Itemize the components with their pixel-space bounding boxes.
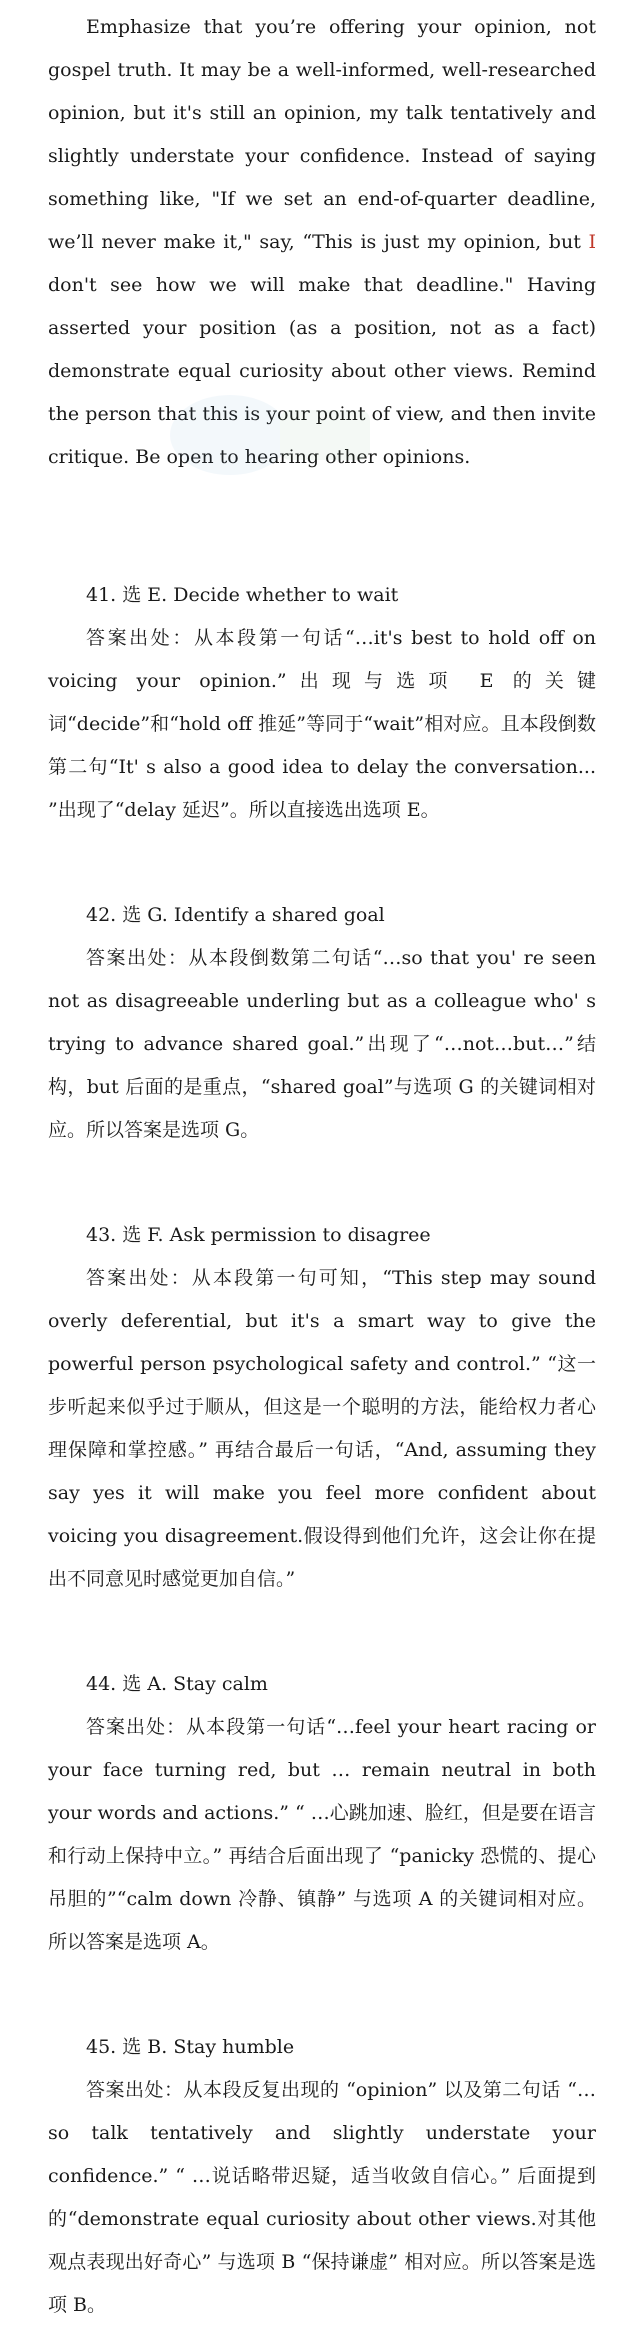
section-heading: 42. 选 G. Identify a shared goal [86,904,385,926]
section-heading: 41. 选 E. Decide whether to wait [86,584,399,606]
answer-section-41 [48,574,596,832]
intro-paragraph [48,6,596,479]
section-body: 答案出处：从本段第一句话“…it's best to hold off on voicing your opinion.”出现与选项 E 的关键词“decide”和“hold off 推延”等同于“wait”相对应。且本段倒数第二句“It' s also a good idea to delay the conversation... ”出现了“delay 延迟”。所以直接选出选项 E。 [48,627,596,821]
answer-section-42 [48,894,596,1152]
section-body: 答案出处：从本段反复出现的 “opinion” 以及第二句话 “…so talk tentatively and slightly understate your confidence.” “ …说话略带迟疑，适当收敛自信心。” 后面提到的“demonstrate equal curiosity about other views.对其他观点表现出好奇心” 与选项 B “保持谦虚” 相对应。所以答案是选项 B。 [48,2079,596,2316]
answer-section-45 [48,2026,596,2327]
answer-section-43 [48,1214,596,1601]
intro-text-part2: don't see how we will make that deadline." Having asserted your position (as a position, not as a fact) demonstrate equal curiosity about other views. Remind the person that this is your point of view, and then invite critique. Be open to hearing other opinions. [48,274,596,468]
intro-highlight-word: I [588,231,596,253]
answer-section-44 [48,1663,596,1964]
intro-text-part1: Emphasize that you’re offering your opinion, not gospel truth. It may be a well-informed, well-researched opinion, but it's still an opinion, my talk tentatively and slightly understate your confidence. Instead of saying something like, "If we set an end-of-quarter deadline, we’ll never make it," say, “This is just my opinion, but [48,16,596,253]
section-body: 答案出处：从本段第一句话“…feel your heart racing or your face turning red, but … remain neutral in both your words and actions.” “ …心跳加速、脸红，但是要在语言和行动上保持中立。” 再结合后面出现了 “panicky 恐慌的、提心吊胆的”“calm down 冷静、镇静” 与选项 A 的关键词相对应。所以答案是选项 A。 [48,1716,596,1953]
section-heading: 45. 选 B. Stay humble [86,2036,295,2058]
section-heading: 43. 选 F. Ask permission to disagree [86,1224,431,1246]
section-body: 答案出处：从本段第一句可知，“This step may sound overly deferential, but it's a smart way to give the powerful person psychological safety and control.” “这一步听起来似乎过于顺从，但这是一个聪明的方法，能给权力者心理保障和掌控感。” 再结合最后一句话，“And, assuming they say yes it will make you feel more confident about voicing you disagreement.假设得到他们允许，这会让你在提出不同意见时感觉更加自信。” [48,1267,596,1590]
section-body: 答案出处：从本段倒数第二句话“…so that you' re seen not as disagreeable underling but as a colleague who' s trying to advance shared goal.”出现了“…not…but…”结构，but 后面的是重点，“shared goal”与选项 G 的关键词相对应。所以答案是选项 G。 [48,947,596,1141]
section-heading: 44. 选 A. Stay calm [86,1673,268,1695]
